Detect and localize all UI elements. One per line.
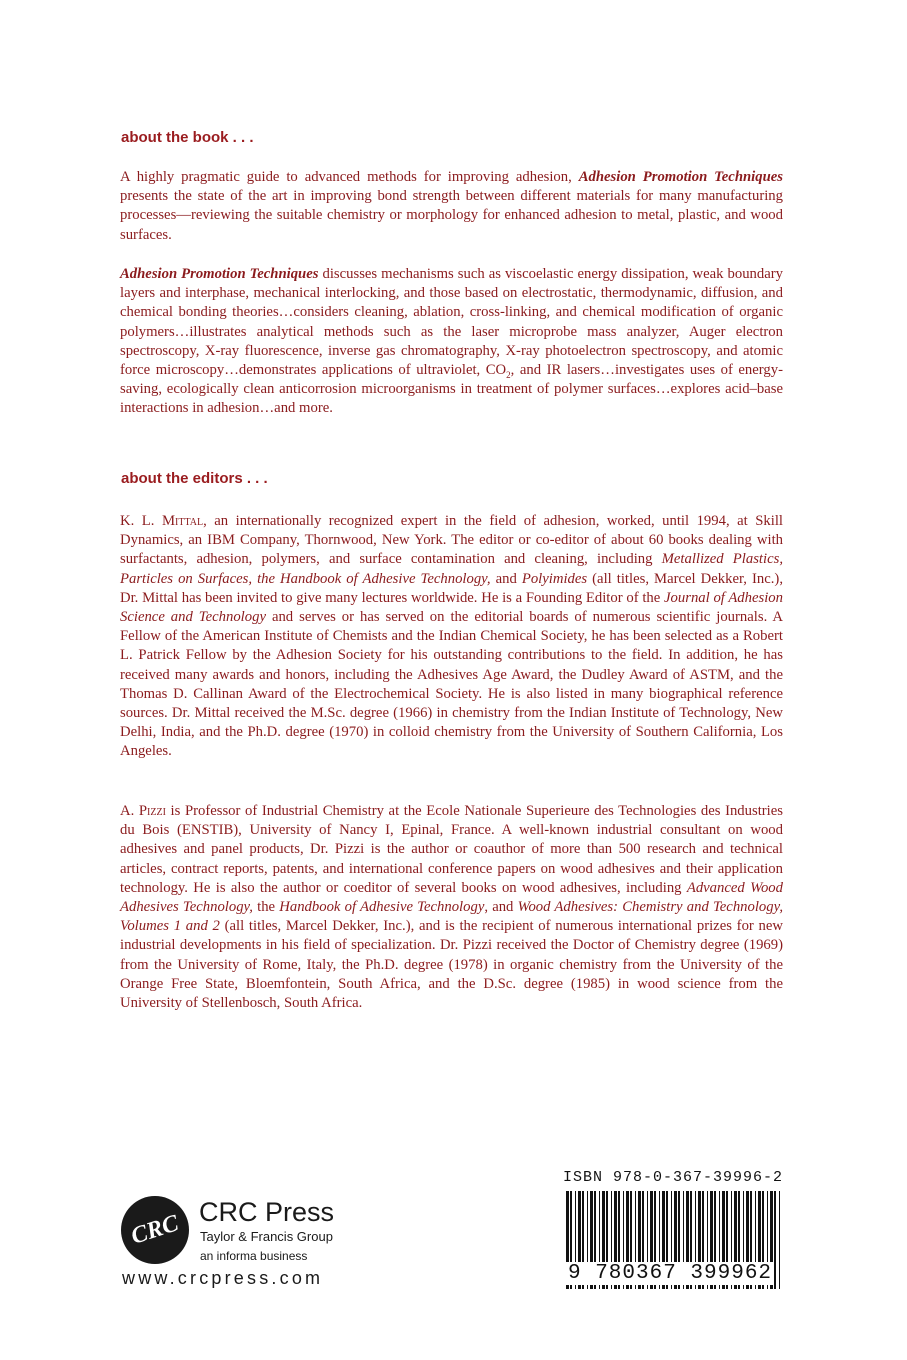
barcode-number: 9 780367 399962 [568,1262,773,1285]
publisher-name: CRC Press [199,1197,335,1227]
isbn-text: ISBN 978-0-367-39996-2 [563,1169,784,1186]
about-editors-heading: about the editors . . . [121,470,268,487]
publisher-group: Taylor & Francis Group [200,1229,333,1244]
pizzi-bio: A. Pizzi is Professor of Industrial Chemistry at the Ecole Nationale Superieure des Technologies des Industries du Bois (ENSTIB), University of Nancy I, Epinal, France. A well-known industrial consultant on wood adhesives and panel products, Dr. Pizzi is the author or coauthor of more than 500 research and technical articles, contract reports, patents, and international conference papers on wood adhesives and their application technology. He is also the author or coeditor of several books on wood adhesives, including Advanced Wood Adhesives Technology, the Handbook of Adhesive Technology, and Wood Adhesives: Chemistry and Technology, Volumes 1 and 2 (all titles, Marcel Dekker, Inc.), and is the recipient of numerous international prizes for new industrial developments in his field of specialization. Dr. Pizzi received the Doctor of Chemistry degree (1969) from the University of Rome, Italy, the Ph.D. degree (1978) in organic chemistry from the University of the Orange Free State, Bloemfontein, South Africa, and the D.Sc. degree (1985) in wood science from the University of Stellenbosch, South Africa. [120,803,784,1012]
book-paragraph-2: Adhesion Promotion Techniques discusses mechanisms such as viscoelastic energy dissipation, weak boundary layers and interphase, mechanical interlocking, and those based on electrostatic, thermodynamic, diffusion, and chemical bonding theories…considers cleaning, ablation, cross-linking, and chemical modification of organic polymers…illustrates analytical methods such as the laser microprobe mass analyzer, Auger electron spectroscopy, X-ray fluorescence, inverse gas chromatography, X-ray photoelectron spectroscopy, and atomic force microscopy…demonstrates applications of ultraviolet, $CO_2$, and IR lasers…investigates uses of energy-saving, ecologically clean anticorrosion microorganisms in treatment of polymer surfaces…explores acid–base interactions in adhesion…and more. [120,266,783,417]
book-paragraph-1: A highly pragmatic guide to advanced methods for improving adhesion, Adhesion Promotion Techniques presents the state of the art in improving bond strength between different materials for many manufacturing processes—reviewing the suitable chemistry or morphology for enhanced adhesion to metal, plastic, and wood surfaces. [120,169,783,243]
publisher-informa: an informa business [200,1249,308,1263]
mittal-bio: K. L. Mittal, an internationally recognized expert in the field of adhesion, worked, until 1994, at Skill Dynamics, an IBM Company, Thornwood, New York. The editor or co-editor of about 60 books dealing with surfactants, adhesion, polymers, and surface contamination and cleaning, including Metallized Plastics, Particles on Surfaces, the Handbook of Adhesive Technology, and Polyimides (all titles, Marcel Dekker, Inc.), Dr. Mittal has been invited to give many lectures worldwide. He is a Founding Editor of the Journal of Adhesion Science and Technology and serves or has served on the editorial boards of numerous scientific journals. A Fellow of the American Institute of Chemists and the Indian Chemical Society, he has been selected as a Robert L. Patrick Fellow by the Adhesion Society for his outstanding contributions to the field. In addition, he has received many awards and honors, including the Adhesives Age Award, the Dudley Award of ASTM, and the Thomas D. Callinan Award of the Electrochemical Society. He is also listed in many biographical reference sources. Dr. Mittal received the M.Sc. degree (1966) in chemistry from the Indian Institute of Technology, New Delhi, India, and the Ph.D. degree (1970) in colloid chemistry from the University of Southern California, Los Angeles. [120,513,783,760]
crc-logo-icon: CRC [121,1196,189,1264]
about-book-heading: about the book . . . [121,129,254,146]
publisher-website[interactable]: www.crcpress.com [122,1268,324,1288]
